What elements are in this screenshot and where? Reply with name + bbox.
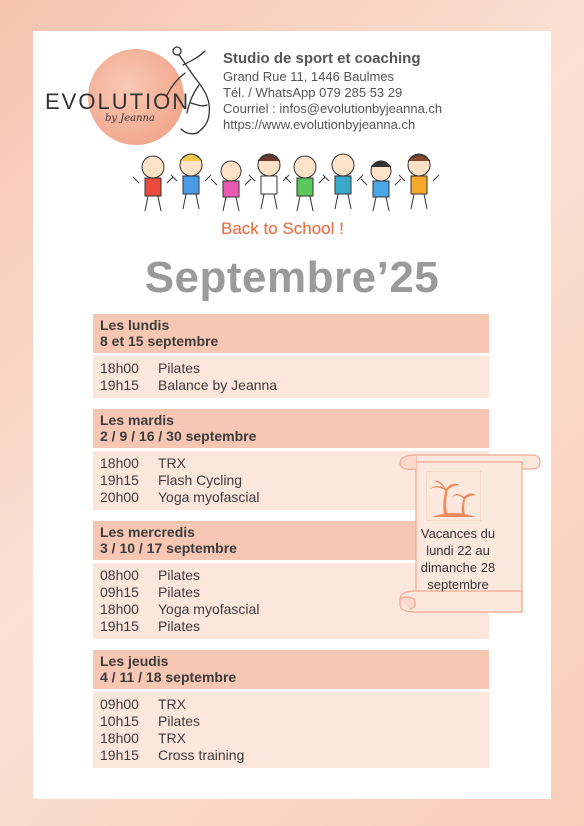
class-time: 20h00 (100, 489, 139, 505)
class-name: Pilates (158, 567, 201, 583)
back-to-school-banner: Back to School ! (221, 219, 344, 238)
class-row (100, 696, 482, 713)
vacation-line: lundi 22 au (426, 543, 490, 558)
logo-brand: EVOLUTION (45, 89, 191, 114)
studio-info (223, 51, 442, 133)
yoga-figure-icon (161, 43, 221, 138)
month-title: Septembre’25 (144, 253, 440, 302)
schedule-dates: 2 / 9 / 16 / 30 septembre (100, 428, 257, 444)
logo-subtitle: by Jeanna (105, 113, 155, 124)
schedule-classes (93, 356, 489, 398)
class-time: 09h00 (100, 696, 139, 712)
vacation-notice (408, 525, 508, 593)
class-row (100, 360, 482, 377)
studio-phone: Tél. / WhatsApp 079 285 53 29 (223, 85, 403, 100)
kids-illustration (133, 149, 453, 219)
vacation-line: Vacances du (420, 526, 496, 541)
vacation-line: septembre (427, 577, 489, 592)
schedule-day: Les lundis (100, 317, 170, 333)
class-time: 08h00 (100, 567, 139, 583)
class-time: 18h00 (100, 360, 139, 376)
class-time: 09h15 (100, 584, 139, 600)
class-name: TRX (158, 455, 186, 471)
schedule-day: Les mardis (100, 412, 174, 428)
class-time: 19h15 (100, 747, 139, 763)
class-time: 19h15 (100, 472, 139, 488)
class-time: 19h15 (100, 618, 139, 634)
class-time: 18h00 (100, 455, 139, 471)
class-name: Yoga myofascial (158, 489, 260, 505)
class-name: Flash Cycling (158, 472, 243, 488)
class-time: 18h00 (100, 730, 139, 746)
class-row (100, 730, 482, 747)
class-row (100, 713, 482, 730)
class-name: Balance by Jeanna (158, 377, 278, 393)
class-row (100, 747, 482, 764)
schedule-dates: 4 / 11 / 18 septembre (100, 669, 237, 685)
class-row (100, 618, 482, 635)
class-time: 19h15 (100, 377, 139, 393)
studio-address: Grand Rue 11, 1446 Baulmes (223, 69, 395, 84)
schedule-block-thursday (93, 650, 489, 768)
class-name: Pilates (158, 618, 201, 634)
schedule-day: Les mercredis (100, 524, 195, 540)
class-name: Cross training (158, 747, 245, 763)
studio-name: Studio de sport et coaching (223, 50, 421, 67)
class-name: Yoga myofascial (158, 601, 260, 617)
vacation-line: dimanche 28 (420, 560, 496, 575)
class-row (100, 377, 482, 394)
class-name: Pilates (158, 360, 201, 376)
schedule-header (93, 314, 489, 353)
schedule-block-monday (93, 314, 489, 398)
class-name: TRX (158, 730, 186, 746)
schedule-header (93, 650, 489, 689)
schedule-classes (93, 692, 489, 768)
palm-island-icon (426, 471, 481, 521)
schedule-header (93, 409, 489, 448)
flyer-page (33, 31, 551, 799)
class-name: TRX (158, 696, 186, 712)
studio-website: https://www.evolutionbyjeanna.ch (223, 117, 416, 132)
class-name: Pilates (158, 713, 201, 729)
class-time: 10h15 (100, 713, 139, 729)
class-time: 18h00 (100, 601, 139, 617)
schedule-dates: 3 / 10 / 17 septembre (100, 540, 237, 556)
schedule-dates: 8 et 15 septembre (100, 333, 219, 349)
studio-email: Courriel : infos@evolutionbyjeanna.ch (223, 101, 443, 116)
schedule-day: Les jeudis (100, 653, 169, 669)
class-name: Pilates (158, 584, 201, 600)
